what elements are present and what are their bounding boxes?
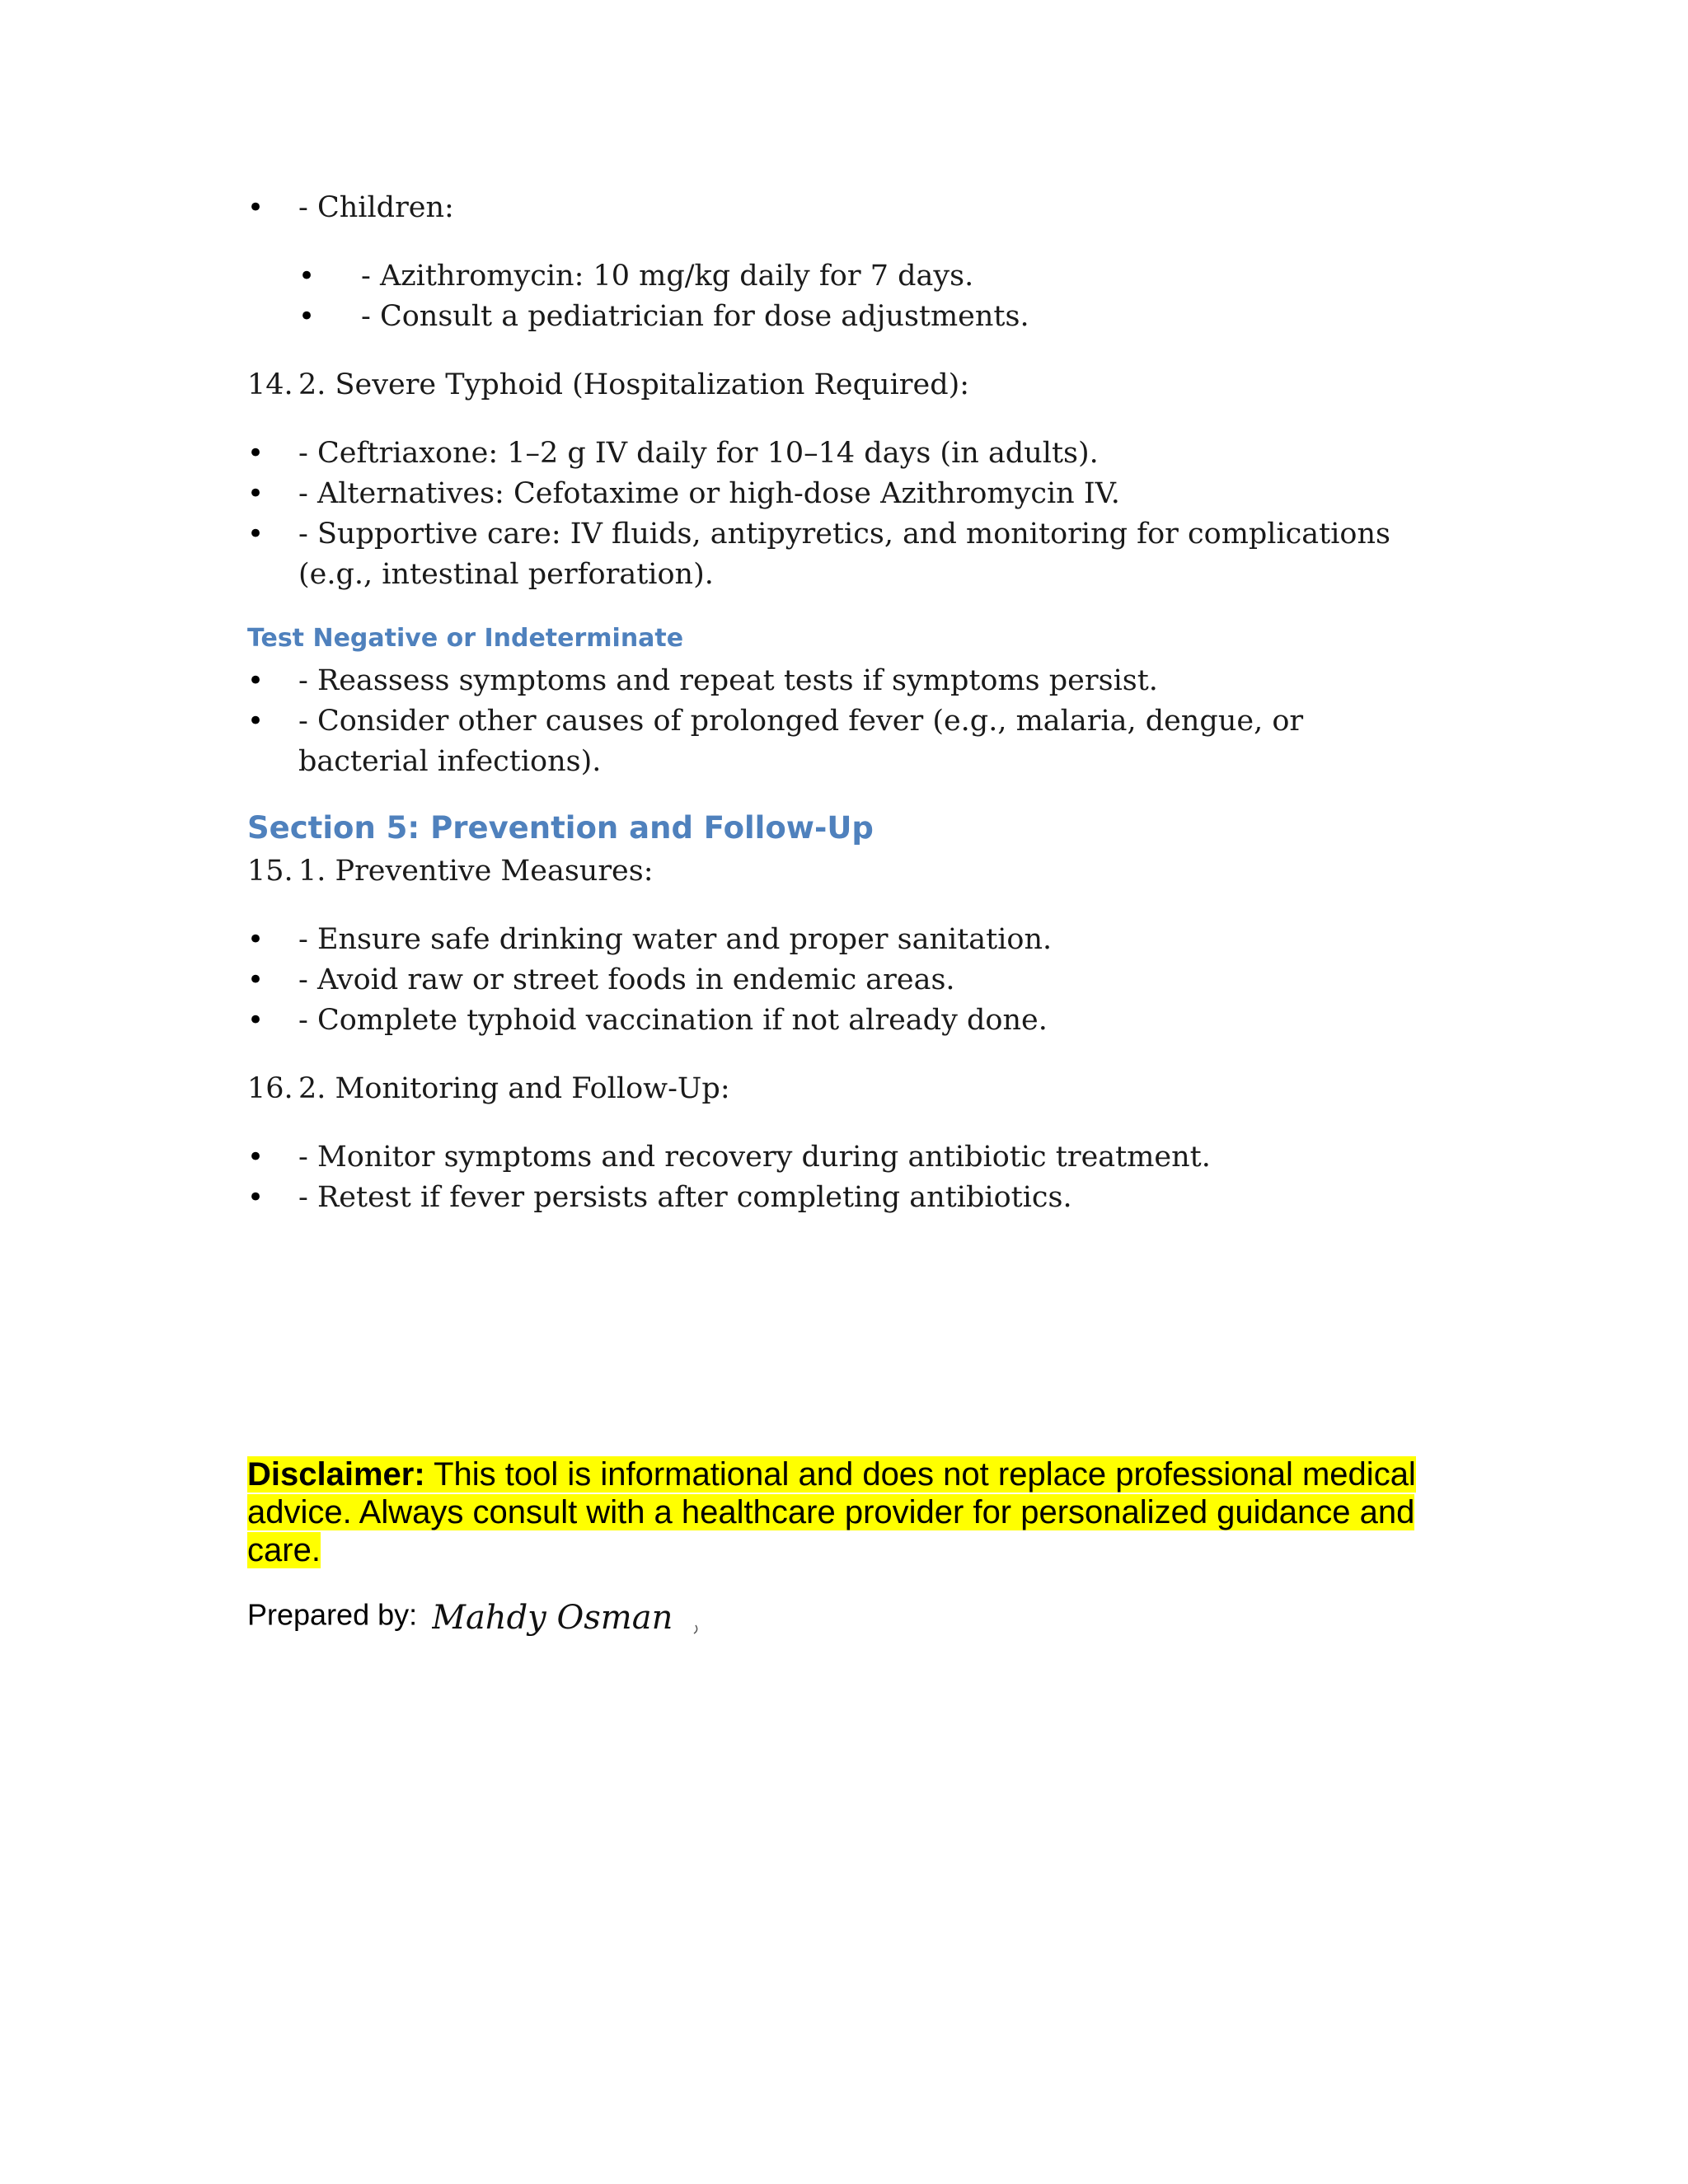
numbered-item-preventive xyxy=(247,851,1434,892)
subheading-negative: Test Negative or Indeterminate xyxy=(247,624,684,653)
list-item: • - Retest if fever persists after completing antibiotics. xyxy=(247,1178,1434,1218)
disclaimer xyxy=(247,1455,1434,1569)
item-title: 2. Severe Typhoid (Hospitalization Required): xyxy=(298,368,970,401)
list-item: • - Complete typhoid vaccination if not already done. xyxy=(247,1001,1434,1041)
disclaimer-text: This tool is informational and does not replace professional medical advice. Always consult with a healthcare provider for personalized guidance and care. xyxy=(247,1456,1416,1568)
list-item: • - Consult a pediatrician for dose adjustments. xyxy=(298,297,1434,337)
disclaimer-lead: Disclaimer: xyxy=(247,1456,425,1493)
list-item: • - Ceftriaxone: 1–2 g IV daily for 10–14 days (in adults). xyxy=(247,434,1434,474)
document-body xyxy=(247,188,1434,1218)
negative-list xyxy=(247,661,1434,782)
list-item: • - Ensure safe drinking water and proper sanitation. xyxy=(247,920,1434,960)
section-heading: Section 5: Prevention and Follow-Up xyxy=(247,810,874,846)
signature-text: Mahdy Osman xyxy=(432,1599,673,1637)
prepared-by xyxy=(247,1591,712,1643)
list-item: • - Supportive care: IV fluids, antipyretics, and monitoring for complications (e.g., intestinal perforation). xyxy=(247,514,1434,595)
list-item: • - Avoid raw or street foods in endemic areas. xyxy=(247,960,1434,1001)
children-list xyxy=(247,188,1434,228)
preventive-list xyxy=(247,920,1434,1041)
signature-image xyxy=(432,1591,712,1643)
list-item: • - Alternatives: Cefotaxime or high-dose Azithromycin IV. xyxy=(247,474,1434,514)
item-number: 14. xyxy=(247,368,293,401)
list-item: • - Reassess symptoms and repeat tests if symptoms persist. xyxy=(247,661,1434,701)
severe-list xyxy=(247,434,1434,595)
item-number: 15. xyxy=(247,855,293,888)
list-item: • - Azithromycin: 10 mg/kg daily for 7 days. xyxy=(298,256,1434,297)
signature-flourish xyxy=(694,1625,697,1633)
monitoring-list xyxy=(247,1137,1434,1218)
numbered-item-monitoring xyxy=(247,1069,1434,1109)
list-item: • - Children: xyxy=(247,188,1434,228)
item-number: 16. xyxy=(247,1072,293,1105)
disclaimer-highlight xyxy=(247,1456,1416,1568)
item-title: 1. Preventive Measures: xyxy=(298,855,654,888)
children-sublist xyxy=(247,256,1434,337)
numbered-item-severe xyxy=(247,365,1434,405)
list-item: • - Consider other causes of prolonged fever (e.g., malaria, dengue, or bacterial infections). xyxy=(247,701,1434,782)
item-title: 2. Monitoring and Follow-Up: xyxy=(298,1072,730,1105)
prepared-by-label: Prepared by: xyxy=(247,1597,418,1632)
list-item: • - Monitor symptoms and recovery during antibiotic treatment. xyxy=(247,1137,1434,1178)
